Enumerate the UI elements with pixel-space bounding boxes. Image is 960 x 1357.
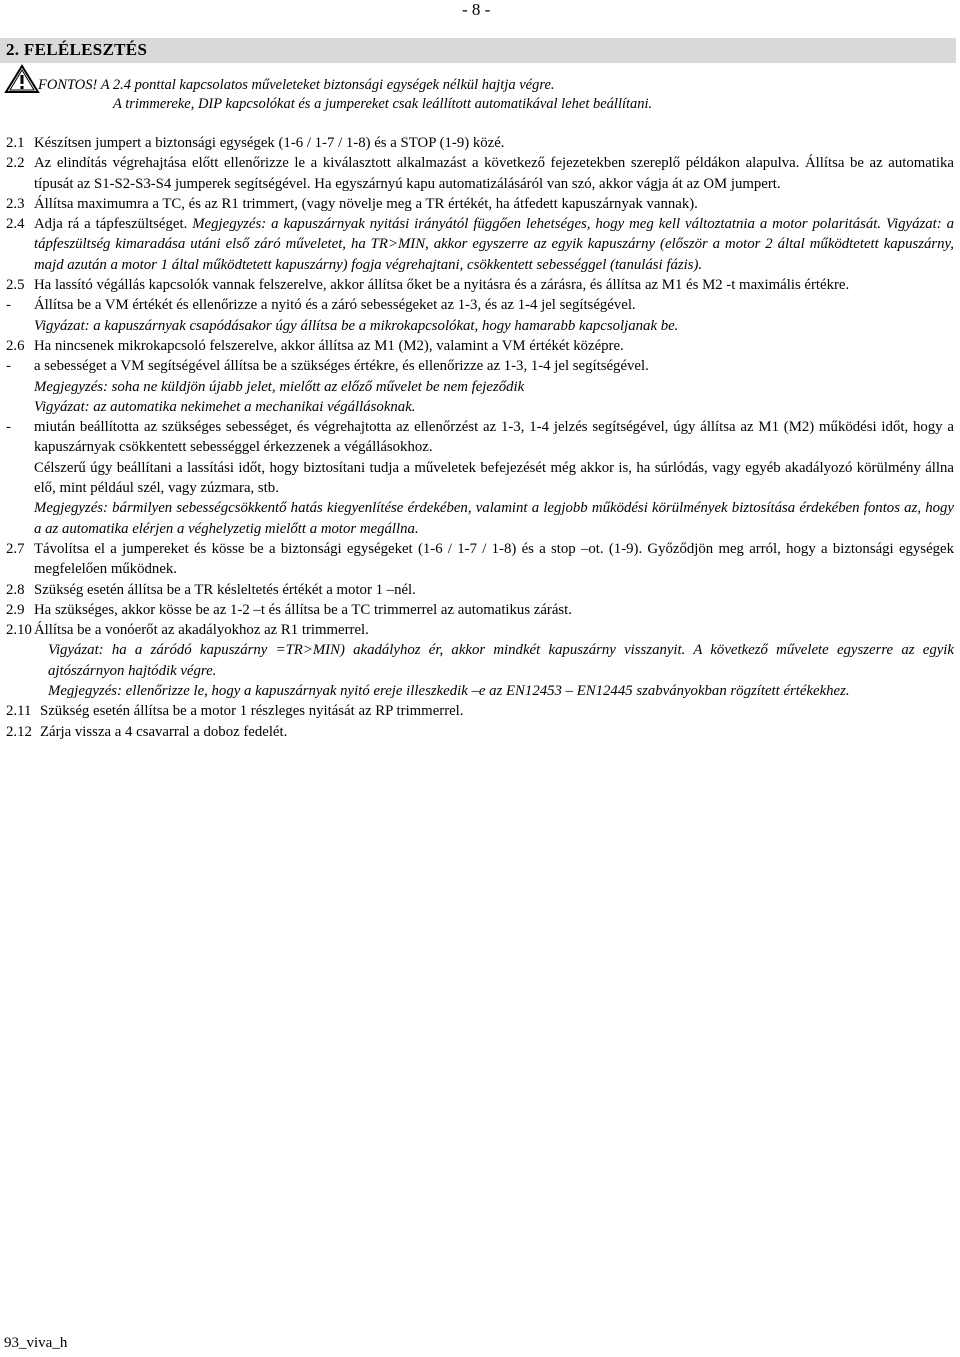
dash-item [6,356,954,376]
note: Megjegyzés: ellenőrizze le, hogy a kapuszárnyak nyitó ereje illeszkedik –e az EN12453 – EN12445 szabványokban rögzített értékekhez. [48,683,850,700]
step-2-10 [6,620,954,701]
step-text: Állítsa be a vonóerőt az akadályokhoz az R1 trimmerrel. [34,622,369,639]
dash-text: miután beállította az szükséges sebességet, és végrehajtotta az ellenőrzést az 1-3, 1-4 jelzés segítségével, úgy állítsa az M1 (M2) működési időt, hogy a kapuszárnyak csökkentett sebességgel érkezzenek a végállásokhoz. [34,419,954,456]
warning-line-1: FONTOS! A 2.4 ponttal kapcsolatos műveleteket biztonsági egységek nélkül hajtja végre. [38,77,555,93]
dash-item [6,417,954,458]
step-text: Ha nincsenek mikrokapcsoló felszerelve, akkor állítsa az M1 (M2), valamint a VM értékét középre. [34,337,624,354]
section-title: 2. FELÉLESZTÉS [6,40,148,59]
instructions [6,133,954,742]
step-2-6 [6,336,954,539]
warning-note: Vigyázat: ha a záródó kapuszárny =TR>MIN) akadályhoz ér, akkor mindkét kapuszárny visszanyit. A következő művelete egyszerre az egyik ajtószárnyon hajtódik végre. [48,642,954,679]
step-text: Szükség esetén állítsa be a motor 1 részleges nyitását az RP trimmerrel. [40,703,464,720]
dash-symbol: - [6,419,11,436]
dash-text: a sebességet a VM segítségével állítsa be a szükséges értékre, és ellenőrizze az 1-3, 1-4 jel segítségével. [34,358,649,375]
step-2-12 [6,722,954,742]
step-text: Az elindítás végrehajtása előtt ellenőrizze le a kiválasztott alkalmazást a következő fejezetekben szereplő példákon alapulva. Állítsa be az automatika típusát az S1-S2-S3-S4 jumperek segítségével. Ha egyszárnyú kapu automatizálásáról van szó, akkor vágja át az OM jumpert. [34,155,954,192]
step-2-5 [6,275,954,336]
step-text: Állítsa maximumra a TC, és az R1 trimmert, (vagy növelje meg a TR értékét, ha átfedett kapuszárnyak vannak). [34,195,698,212]
step-number: 2.11 [6,703,32,720]
warning-triangle-icon [4,64,40,94]
step-text: Zárja vissza a 4 csavarral a doboz fedelét. [40,723,288,740]
dash-symbol: - [6,358,11,375]
dash-item [6,295,954,315]
step-number: 2.5 [6,277,25,294]
step-2-1 [6,133,954,153]
warning-note: Vigyázat: a kapuszárnyak csapódásakor úgy állítsa be a mikrokapcsolókat, hogy hamarabb kapcsoljanak be. [34,317,679,334]
step-2-8 [6,580,954,600]
dash-symbol: - [6,297,11,314]
step-2-3 [6,194,954,214]
paragraph: Célszerű úgy beállítani a lassítási időt, hogy biztosítani tudja a műveletek befejezését még akkor is, ha súrlódás, vagy egyéb akadályozó körülmény állna elő, mint például szél, vagy zúzmara, stb. [34,459,954,497]
note: Megjegyzés: soha ne küldjön újabb jelet, mielőtt az előző művelet be nem fejeződik [34,378,525,395]
step-number: 2.9 [6,601,25,618]
step-number: 2.6 [6,337,25,354]
page-number: - 8 - [462,0,491,19]
step-number: 2.4 [6,216,25,233]
step-text: Készítsen jumpert a biztonsági egységek (1-6 / 1-7 / 1-8) és a STOP (1-9) közé. [34,135,505,151]
footer-code: 93_viva_h [4,1335,68,1351]
step-text: Adja rá a tápfeszültséget. [34,216,188,233]
step-text: Ha szükséges, akkor kösse be az 1-2 –t és állítsa be a TC trimmerrel az automatikus zárást. [34,601,572,618]
section-header [0,38,956,63]
warning-line-2: A trimmereke, DIP kapcsolókat és a jumpereket csak leállított automatikával lehet beállítani. [113,96,653,112]
step-2-7 [6,539,954,580]
step-number: 2.8 [6,581,25,598]
step-number: 2.7 [6,540,25,557]
step-2-4 [6,214,954,275]
warning-note: Vigyázat: a tápfeszültség kimaradása utáni első záró műveletet, ha TR>MIN, akkor egyszerre az egyik kapuszárny (először a motor 2 által működtetett kapuszárny, majd azután a motor 1 által működtetett kapuszárny) fogja végrehajtani, csökkentett sebességgel (tanulási fázis). [34,216,955,273]
step-number: 2.12 [6,723,32,740]
step-text: Távolítsa el a jumpereket és kösse be a biztonsági egységeket (1-6 / 1-7 / 1-8) és a stop –ot. (1-9). Győződjön meg arról, hogy a biztonsági egységek megfelelően működnek. [34,540,954,578]
step-number: 2.3 [6,195,25,212]
step-2-11 [6,701,954,721]
warning-note: Vigyázat: az automatika nekimehet a mechanikai végállásoknak. [34,398,416,415]
step-number: 2.2 [6,155,25,172]
step-2-2 [6,153,954,194]
note: Megjegyzés: bármilyen sebességcsökkentő hatás kiegyenlítése érdekében, valamint a legjobb működési körülmények biztosítása érdekében fontos az, hogy a az automatika elérjen a véghelyzetig mielőtt a motor megállna. [34,500,954,537]
step-number: 2.1 [6,135,25,151]
step-text: Szükség esetén állítsa be a TR késleltetés értékét a motor 1 –nél. [34,581,416,598]
note: Megjegyzés: a kapuszárnyak nyitási irányától függően lehetséges, hogy meg kell változtatnia a motor polaritását. [187,216,882,233]
dash-text: Állítsa be a VM értékét és ellenőrizze a nyitó és a záró sebességeket az 1-3, és az 1-4 jel segítségével. [34,297,636,314]
step-number: 2.10 [6,622,32,639]
step-text: Ha lassító végállás kapcsolók vannak felszerelve, akkor állítsa őket be a nyitásra és a zárásra, és állítsa az M1 és M2 -t maximális értékre. [34,277,850,294]
step-2-9 [6,600,954,620]
